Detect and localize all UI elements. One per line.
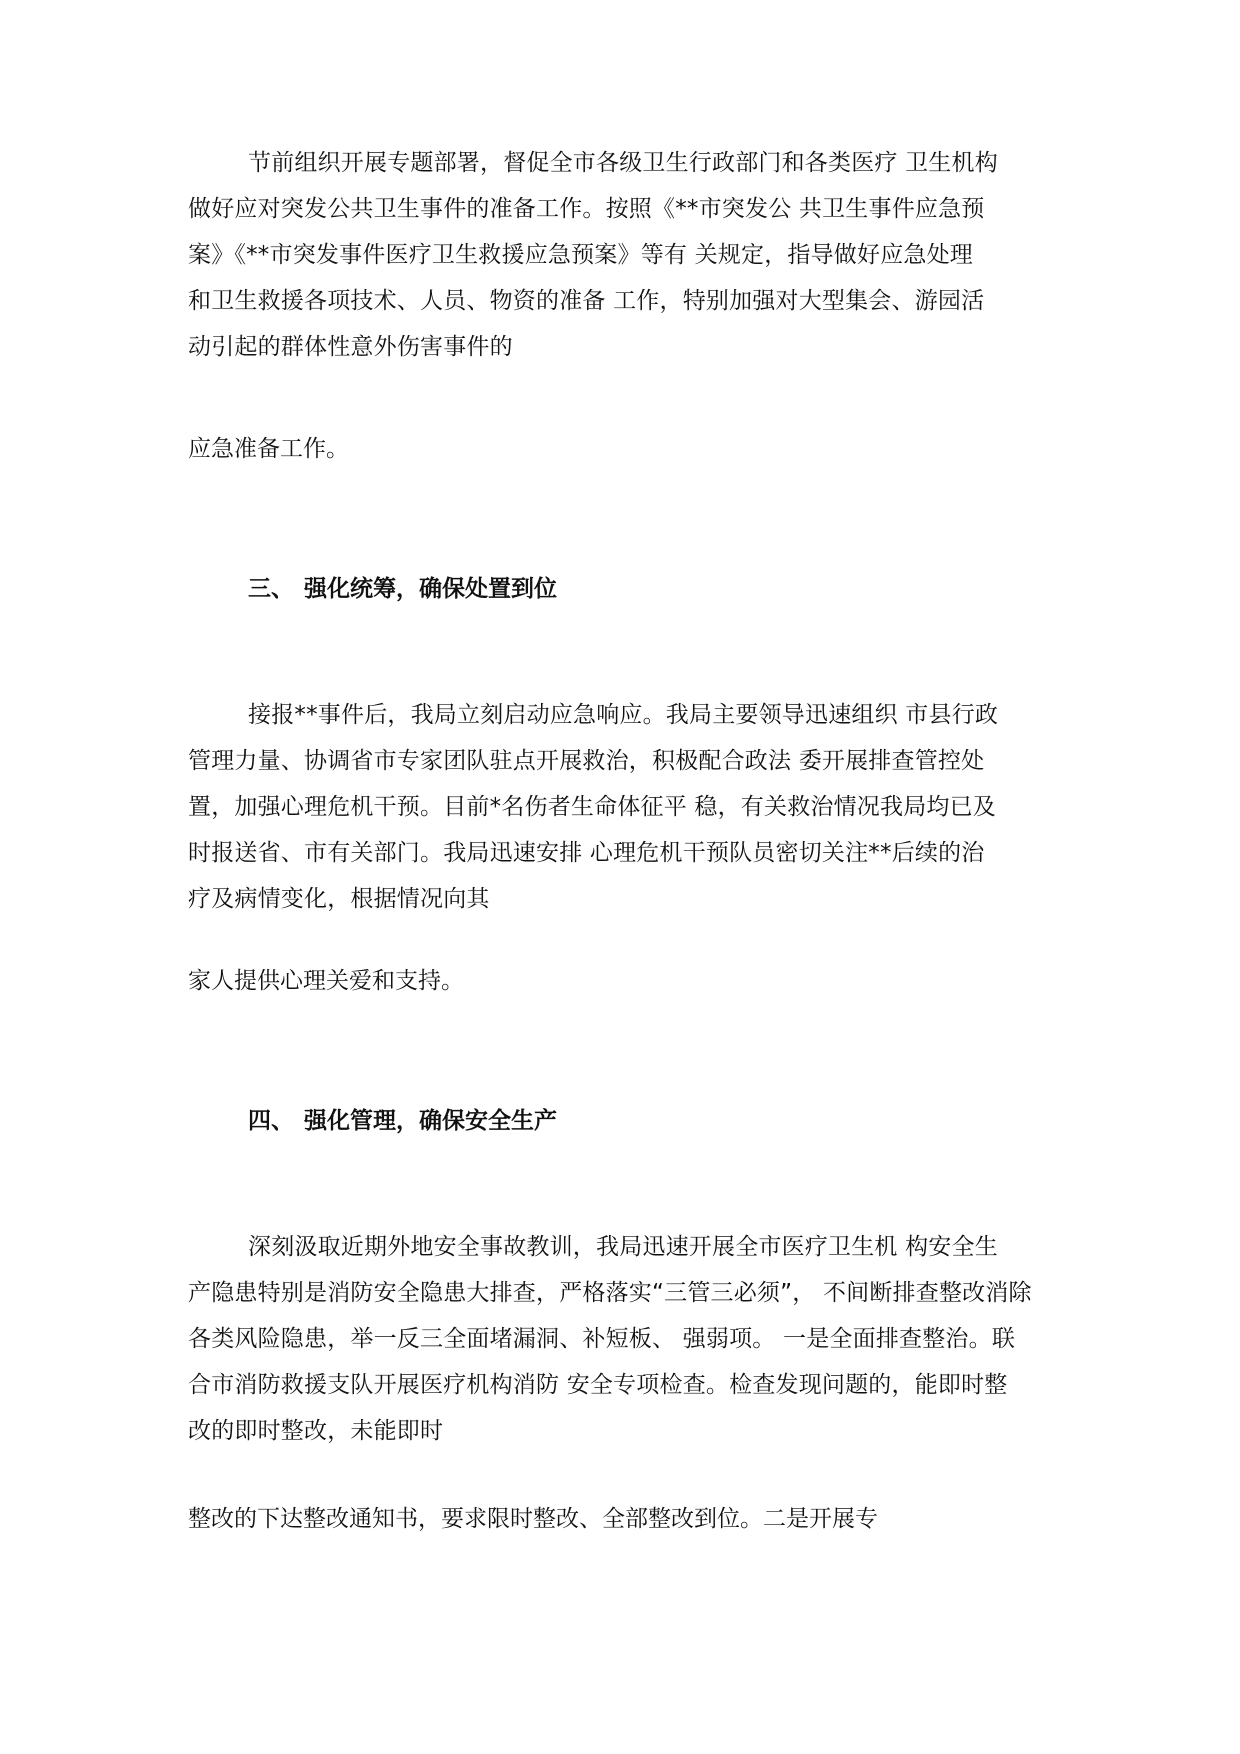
section-heading-4	[248, 1098, 557, 1144]
paragraph-line: 动引起的群体性意外伤害事件的	[188, 334, 513, 360]
paragraph-line: 做好应对突发公共卫生事件的准备工作。按照《**市突发公 共卫生事件应急预	[188, 196, 985, 222]
section-number: 四、	[248, 1108, 294, 1134]
paragraph-safety-production	[188, 1224, 1068, 1454]
paragraph-line: 改的即时整改，未能即时	[188, 1418, 444, 1444]
paragraph-line: 和卫生救援各项技术、人员、物资的准备 工作，特别加强对大型集会、游园活	[188, 288, 985, 314]
paragraph-tail: 整改的下达整改通知书，要求限时整改、全部整改到位。二是开展专	[188, 1506, 878, 1532]
paragraph-line: 合市消防救援支队开展医疗机构消防 安全专项检查。检查发现问题的，能即时整	[188, 1372, 1008, 1398]
paragraph-incident-response	[188, 692, 1068, 922]
paragraph-line: 深刻汲取近期外地安全事故教训，我局迅速开展全市医疗卫生机 构安全生	[248, 1234, 998, 1260]
paragraph-line: 疗及病情变化，根据情况向其	[188, 886, 490, 912]
paragraph-line: 接报**事件后，我局立刻启动应急响应。我局主要领导迅速组织 市县行政	[248, 702, 999, 728]
paragraph-tail: 家人提供心理关爱和支持。	[188, 968, 464, 994]
paragraph-line: 时报送省、市有关部门。我局迅速安排 心理危机干预队员密切关注**后续的治	[188, 840, 985, 866]
paragraph-line: 置，加强心理危机干预。目前*名伤者生命体征平 稳，有关救治情况我局均已及	[188, 794, 997, 820]
section-heading-3	[248, 566, 557, 612]
section-number: 三、	[248, 576, 294, 602]
paragraph-emergency-preparation	[188, 140, 1068, 370]
paragraph-line: 产隐患特别是消防安全隐患大排查，严格落实“三管三必须”， 不间断排查整改消除	[188, 1280, 1032, 1306]
section-title: 强化管理，确保安全生产	[304, 1108, 557, 1134]
paragraph-line: 各类风险隐患，举一反三全面堵漏洞、补短板、 强弱项。 一是全面排查整治。联	[188, 1326, 1016, 1352]
paragraph-tail: 应急准备工作。	[188, 436, 349, 462]
paragraph-line: 管理力量、协调省市专家团队驻点开展救治，积极配合政法 委开展排查管控处	[188, 748, 985, 774]
paragraph-line: 案》《**市突发事件医疗卫生救援应急预案》等有 关规定，指导做好应急处理	[188, 242, 974, 268]
paragraph-line: 节前组织开展专题部署，督促全市各级卫生行政部门和各类医疗 卫生机构	[248, 150, 998, 176]
section-title: 强化统筹，确保处置到位	[304, 576, 557, 602]
